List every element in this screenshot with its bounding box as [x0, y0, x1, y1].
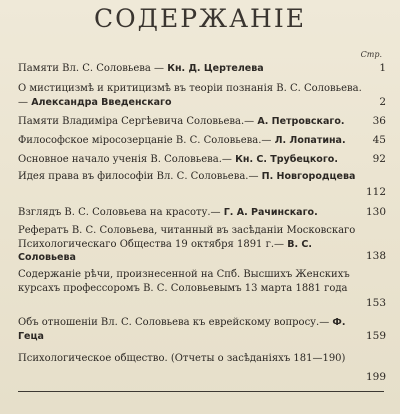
entry-title: Идея права въ философіи Вл. С. Соловьева.—: [18, 171, 259, 182]
page-column-header: Стр.: [360, 50, 382, 59]
entry-title: Памяти Владиміра Сергѣевича Соловьева.—: [18, 116, 255, 127]
entry-title: Содержаніе рѣчи, произнесенной на Спб. Высшихъ Женскихъ курсахъ профессоромъ В. С. Соловьевымъ 13 марта 1881 года: [18, 269, 350, 294]
entry-page: 45: [372, 134, 386, 146]
entry-page: 112: [365, 186, 386, 198]
entry-title: Философское міросозерцаніе В. С. Соловьева.—: [18, 135, 272, 146]
toc-entry: [18, 206, 363, 220]
toc-entry: [18, 224, 363, 265]
entry-author: В. С. Соловьева: [18, 238, 312, 263]
entry-author: П. Новгородцева: [261, 171, 356, 182]
entry-author: Александра Введенскаго: [31, 96, 172, 108]
entry-author: Кн. С. Трубецкого.: [235, 154, 338, 165]
toc-entry: [18, 352, 363, 366]
toc-entry: [18, 316, 363, 343]
toc-entry: [18, 153, 363, 167]
toc-entry: [18, 268, 363, 295]
entry-page: 1: [379, 62, 386, 74]
toc-entry: [18, 170, 363, 184]
entry-page: 2: [379, 96, 386, 108]
entry-title: Памяти Вл. С. Соловьева —: [18, 63, 165, 74]
entry-page: 92: [372, 153, 386, 165]
entry-title: Объ отношеніи Вл. С. Соловьева къ еврейскому вопросу.—: [18, 317, 330, 328]
entry-author: Кн. Д. Цертелева: [167, 63, 264, 74]
entry-page: 130: [365, 206, 386, 218]
page-title: СОДЕРЖАНІЕ: [94, 4, 306, 33]
entry-title: Взглядъ В. С. Соловьева на красоту.—: [18, 207, 221, 218]
toc-entry: [18, 62, 363, 76]
entry-page: 153: [365, 297, 386, 309]
toc-entry: [18, 134, 363, 148]
bottom-rule: [18, 391, 384, 392]
entry-page: 138: [365, 250, 386, 262]
entry-title: Психологическое общество. (Отчеты о засѣданіяхъ 181—190): [18, 353, 346, 364]
entry-title: О мистицизмѣ и критицизмѣ въ теоріи познанія В. С. Соловьева.—: [18, 83, 362, 108]
entry-author: Л. Лопатина.: [274, 135, 346, 146]
entry-title: Рефератъ В. С. Соловьева, читанный въ засѣданіи Московскаго Психологическаго Общества 19 октября 1891 г.—: [18, 225, 356, 250]
entry-page: 199: [365, 371, 386, 383]
entry-author: Ф. Геца: [18, 317, 346, 342]
entry-title: Основное начало ученія В. Соловьева.—: [18, 154, 232, 165]
entry-author: Г. А. Рачинскаго.: [223, 207, 318, 218]
entry-page: 159: [365, 330, 386, 342]
toc-entry: [18, 82, 363, 109]
entry-page: 36: [372, 115, 386, 127]
toc-entry: [18, 115, 363, 129]
entry-author: А. Петровскаго.: [257, 116, 345, 127]
